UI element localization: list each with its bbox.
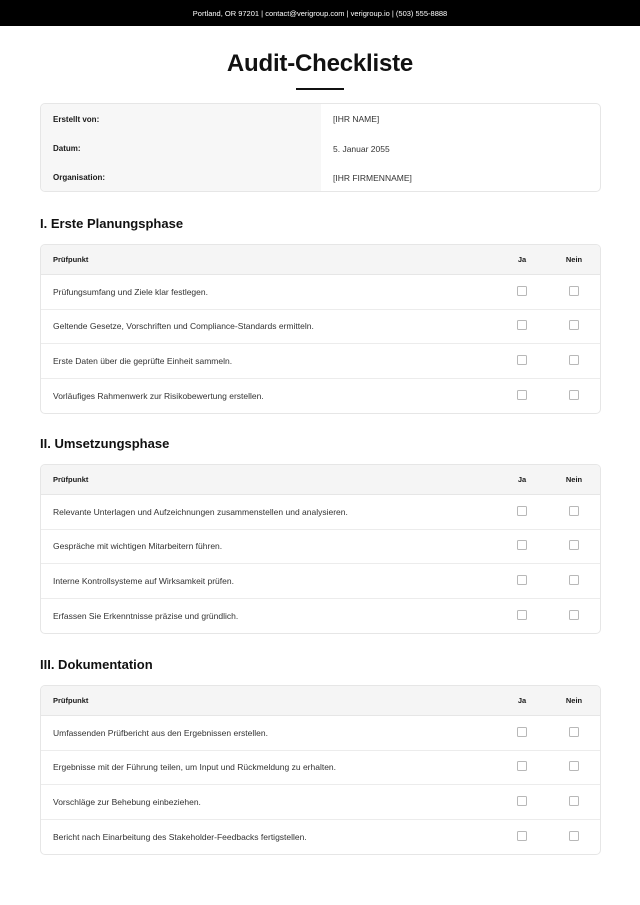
column-header-item: Prüfpunkt bbox=[53, 696, 89, 705]
no-checkbox[interactable] bbox=[569, 286, 579, 296]
checklist-item-text: Prüfungsumfang und Ziele klar festlegen. bbox=[53, 286, 208, 297]
column-header-no: Nein bbox=[565, 696, 583, 705]
column-header-no: Nein bbox=[565, 255, 583, 264]
column-header-yes: Ja bbox=[517, 696, 527, 705]
table-row bbox=[41, 564, 600, 599]
table-row bbox=[41, 310, 600, 345]
checklist-item-text: Umfassenden Prüfbericht aus den Ergebnissen erstellen. bbox=[53, 727, 268, 738]
table-header bbox=[41, 686, 600, 716]
checklist-item-text: Geltende Gesetze, Vorschriften und Compliance-Standards ermitteln. bbox=[53, 321, 314, 332]
yes-checkbox[interactable] bbox=[517, 761, 527, 771]
table-row bbox=[41, 379, 600, 414]
info-table bbox=[40, 103, 601, 192]
yes-checkbox[interactable] bbox=[517, 831, 527, 841]
yes-checkbox[interactable] bbox=[517, 796, 527, 806]
info-label: Datum: bbox=[41, 134, 321, 163]
info-value: [IHR FIRMENNAME] bbox=[333, 172, 412, 183]
checklist-item-text: Bericht nach Einarbeitung des Stakeholder-Feedbacks fertigstellen. bbox=[53, 831, 307, 842]
checklist-item-text: Interne Kontrollsysteme auf Wirksamkeit prüfen. bbox=[53, 575, 234, 586]
info-row-author bbox=[41, 104, 600, 134]
no-checkbox[interactable] bbox=[569, 761, 579, 771]
checklist-item-text: Ergebnisse mit der Führung teilen, um Input und Rückmeldung zu erhalten. bbox=[53, 762, 337, 773]
table-header bbox=[41, 245, 600, 275]
column-header-yes: Ja bbox=[517, 475, 527, 484]
info-label: Erstellt von: bbox=[41, 104, 321, 134]
table-header bbox=[41, 465, 600, 495]
contact-text: Portland, OR 97201 | contact@verigroup.com | verigroup.io | (503) 555-8888 bbox=[192, 8, 448, 18]
checklist-table-planning bbox=[40, 244, 601, 414]
table-row bbox=[41, 599, 600, 634]
table-row bbox=[41, 716, 600, 751]
yes-checkbox[interactable] bbox=[517, 610, 527, 620]
info-value: 5. Januar 2055 bbox=[333, 143, 390, 154]
no-checkbox[interactable] bbox=[569, 320, 579, 330]
checklist-table-implementation bbox=[40, 464, 601, 634]
no-checkbox[interactable] bbox=[569, 796, 579, 806]
info-value: [IHR NAME] bbox=[333, 114, 380, 124]
checklist-item-text: Vorschläge zur Behebung einbeziehen. bbox=[53, 796, 201, 807]
column-header-item: Prüfpunkt bbox=[53, 475, 89, 484]
yes-checkbox[interactable] bbox=[517, 575, 527, 585]
no-checkbox[interactable] bbox=[569, 831, 579, 841]
table-row bbox=[41, 785, 600, 820]
table-row bbox=[41, 344, 600, 379]
table-row bbox=[41, 820, 600, 855]
title-underline bbox=[296, 88, 344, 90]
no-checkbox[interactable] bbox=[569, 610, 579, 620]
section-heading-documentation: III. Dokumentation bbox=[40, 657, 153, 672]
checklist-item-text: Gespräche mit wichtigen Mitarbeitern führen. bbox=[53, 541, 223, 552]
column-header-yes: Ja bbox=[517, 255, 527, 264]
info-row-date bbox=[41, 134, 600, 163]
page-title: Audit-Checkliste bbox=[226, 50, 414, 77]
checklist-item-text: Relevante Unterlagen und Aufzeichnungen zusammenstellen und analysieren. bbox=[53, 506, 348, 517]
contact-header bbox=[0, 0, 640, 26]
yes-checkbox[interactable] bbox=[517, 727, 527, 737]
no-checkbox[interactable] bbox=[569, 575, 579, 585]
no-checkbox[interactable] bbox=[569, 355, 579, 365]
checklist-item-text: Erste Daten über die geprüfte Einheit sammeln. bbox=[53, 355, 233, 366]
yes-checkbox[interactable] bbox=[517, 286, 527, 296]
column-header-no: Nein bbox=[565, 475, 583, 484]
yes-checkbox[interactable] bbox=[517, 355, 527, 365]
no-checkbox[interactable] bbox=[569, 540, 579, 550]
yes-checkbox[interactable] bbox=[517, 540, 527, 550]
section-heading-implementation: II. Umsetzungsphase bbox=[40, 436, 170, 451]
yes-checkbox[interactable] bbox=[517, 506, 527, 516]
table-row bbox=[41, 495, 600, 530]
checklist-table-documentation bbox=[40, 685, 601, 855]
checklist-item-text: Vorläufiges Rahmenwerk zur Risikobewertung erstellen. bbox=[53, 390, 264, 401]
info-row-organization bbox=[41, 163, 600, 192]
table-row bbox=[41, 275, 600, 310]
column-header-item: Prüfpunkt bbox=[53, 255, 89, 264]
no-checkbox[interactable] bbox=[569, 390, 579, 400]
no-checkbox[interactable] bbox=[569, 727, 579, 737]
section-heading-planning: I. Erste Planungsphase bbox=[40, 216, 184, 231]
no-checkbox[interactable] bbox=[569, 506, 579, 516]
checklist-item-text: Erfassen Sie Erkenntnisse präzise und gründlich. bbox=[53, 610, 239, 621]
table-row bbox=[41, 751, 600, 786]
info-label: Organisation: bbox=[41, 163, 321, 192]
yes-checkbox[interactable] bbox=[517, 320, 527, 330]
yes-checkbox[interactable] bbox=[517, 390, 527, 400]
table-row bbox=[41, 530, 600, 565]
